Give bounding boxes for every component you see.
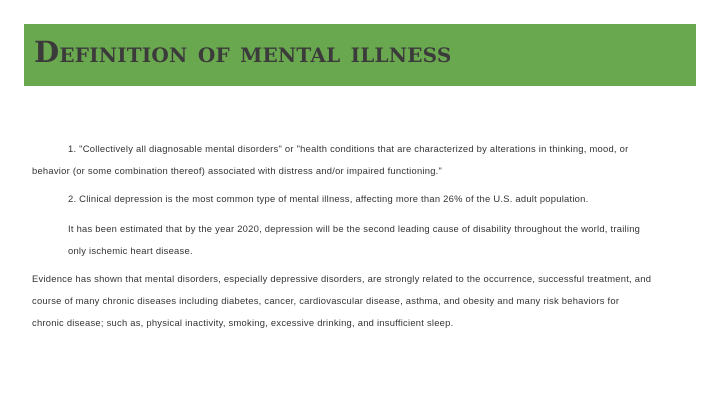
paragraph-4-line-3: chronic disease; such as, physical inactivity, smoking, excessive drinking, and insufficient sleep.: [32, 317, 454, 328]
paragraph-4-line-1: Evidence has shown that mental disorders, especially depressive disorders, are strongly related to the occurrence, successful treatment, and: [32, 273, 652, 284]
paragraph-2-line-1: 2. Clinical depression is the most common type of mental illness, affecting more than 26% of the U.S. adult population.: [68, 193, 589, 204]
paragraph-3-line-1: It has been estimated that by the year 2020, depression will be the second leading cause of disability throughout the world, trailing: [68, 223, 641, 234]
paragraph-1-line-2: behavior (or some combination thereof) associated with distress and/or impaired functioning.": [32, 165, 443, 176]
title-banner: [24, 24, 696, 86]
paragraph-4-line-2: course of many chronic diseases including diabetes, cancer, cardiovascular disease, asthma, and obesity and many risk behaviors for: [32, 295, 620, 306]
paragraph-3-line-2: only ischemic heart disease.: [68, 245, 193, 256]
paragraph-1-line-1: 1. "Collectively all diagnosable mental disorders" or "health conditions that are characterized by alterations in thinking, mood, or: [68, 143, 629, 154]
slide-title: Definition of mental illness: [34, 35, 452, 69]
